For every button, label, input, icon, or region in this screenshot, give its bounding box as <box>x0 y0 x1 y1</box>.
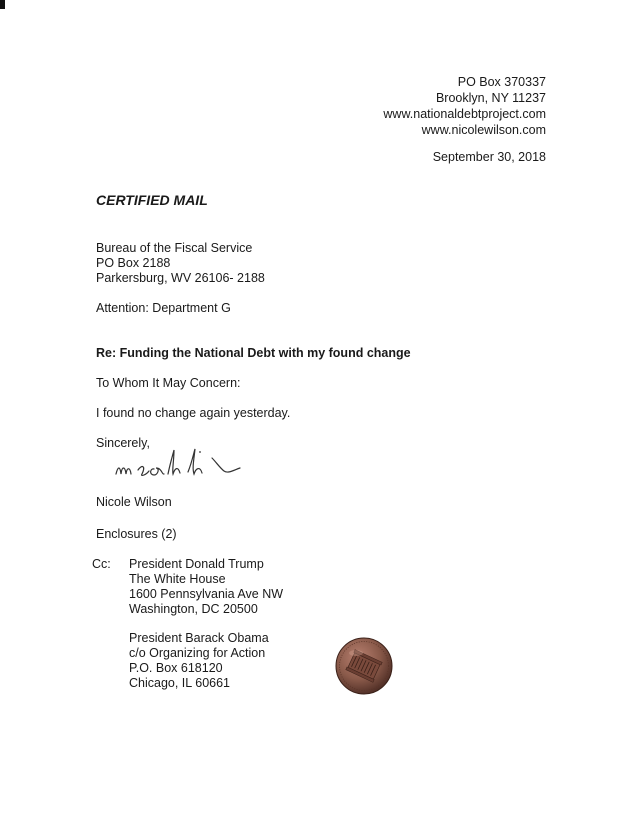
sender-website-1: www.nationaldebtproject.com <box>383 107 546 121</box>
cc-recipient-line: The White House <box>129 572 226 586</box>
attention-line: Attention: Department G <box>96 301 231 315</box>
scan-corner-mark <box>0 0 5 9</box>
closing: Sincerely, <box>96 436 150 450</box>
sender-address-block <box>383 75 546 139</box>
recipient-name: Bureau of the Fiscal Service <box>96 241 253 255</box>
cc-recipient-line: 1600 Pennsylvania Ave NW <box>129 587 284 601</box>
salutation: To Whom It May Concern: <box>96 376 241 390</box>
sender-city: Brooklyn, NY 11237 <box>435 91 546 105</box>
cc-recipient-line: P.O. Box 618120 <box>129 661 223 675</box>
letter-date: September 30, 2018 <box>432 150 546 164</box>
cc-recipient-name: President Barack Obama <box>129 631 269 645</box>
cc-recipient-line: Washington, DC 20500 <box>129 602 258 616</box>
cc-label: Cc: <box>92 557 111 571</box>
recipient-address-block <box>96 241 265 286</box>
cc-recipient-obama <box>129 631 269 691</box>
signer-name: Nicole Wilson <box>96 495 172 509</box>
penny-coin-image <box>334 636 394 696</box>
certified-mail-label: CERTIFIED MAIL <box>96 192 208 208</box>
letter-body: I found no change again yesterday. <box>96 406 291 420</box>
subject-line: Re: Funding the National Debt with my found change <box>96 346 411 360</box>
recipient-city: Parkersburg, WV 26106- 2188 <box>96 271 265 285</box>
cc-recipient-line: c/o Organizing for Action <box>129 646 266 660</box>
cc-recipient-trump <box>129 557 283 617</box>
handwritten-signature <box>108 444 258 484</box>
sender-po-box: PO Box 370337 <box>457 75 546 89</box>
cc-recipient-line: Chicago, IL 60661 <box>129 676 231 690</box>
recipient-po-box: PO Box 2188 <box>96 256 171 270</box>
sender-website-2: www.nicolewilson.com <box>421 123 546 137</box>
enclosures-line: Enclosures (2) <box>96 527 177 541</box>
cc-recipient-name: President Donald Trump <box>129 557 264 571</box>
